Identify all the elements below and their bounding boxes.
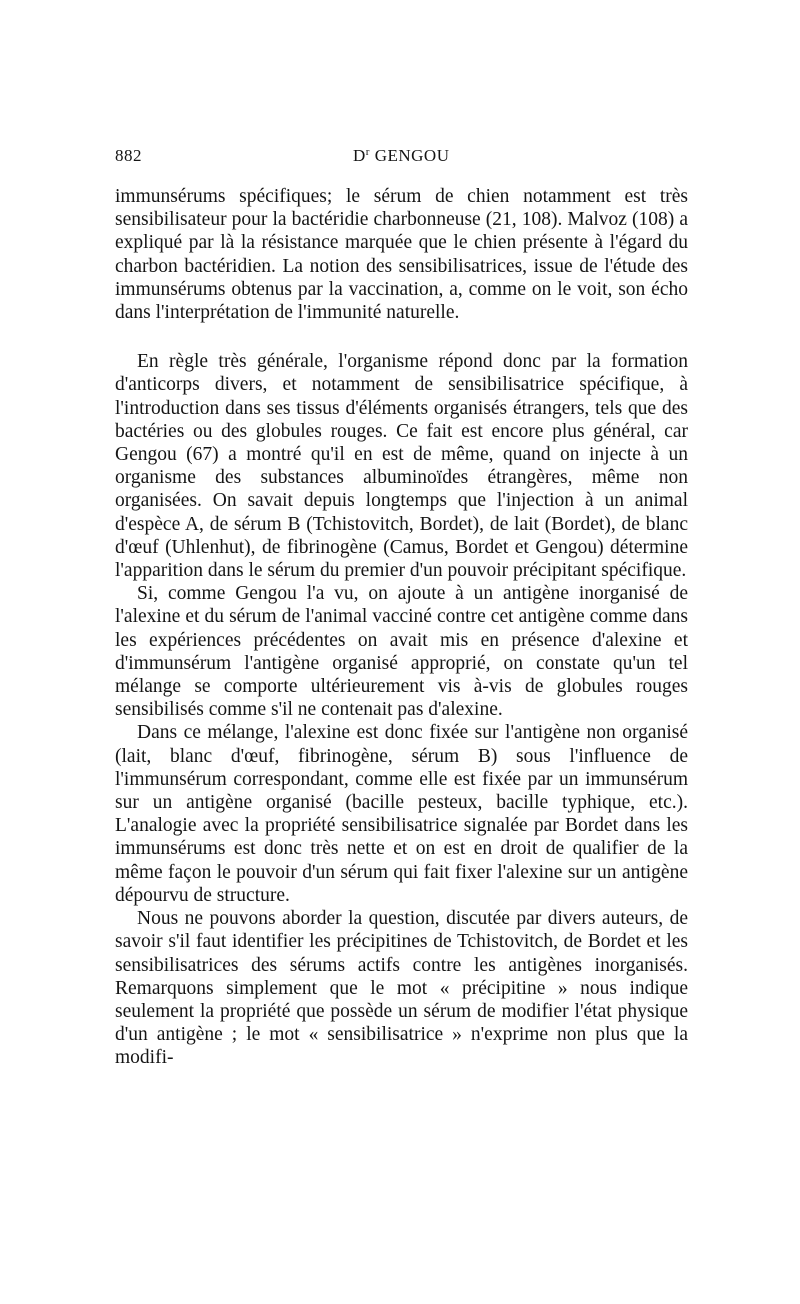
paragraph-4: Dans ce mélange, l'alexine est donc fixée sur l'antigène non organisé (lait, blanc d'œuf, fibrinogène, sérum B) sous l'influence de l'immunsérum correspondant, comme elle est fixée par un immunsérum sur un antigène organisé (bacille pesteux, bacille typhique, etc.). L'analogie avec la propriété sensibilisatrice signalée par Bordet dans les immunsérums est donc très nette et on est en droit de qualifier de la même façon le pouvoir d'un sérum qui fait fixer l'alexine sur un antigène dépourvu de structure.: [115, 722, 688, 906]
running-head: [353, 146, 449, 166]
page-body: [115, 185, 688, 1070]
page-number: 882: [115, 146, 142, 165]
paragraph-1: immunsérums spécifiques; le sérum de chien notamment est très sensibilisateur pour la bactéridie charbonneuse (21, 108). Malvoz (108) a expliqué par là la résistance marquée que le chien présente à l'égard du charbon bactéridien. La notion des sensibilisatrices, issue de l'étude des immunsérums obtenus par la vaccination, a, comme on le voit, son écho dans l'interprétation de l'immunité naturelle.: [115, 186, 688, 324]
author-name: GENGOU: [374, 146, 450, 165]
paragraph-5: Nous ne pouvons aborder la question, discutée par divers auteurs, de savoir s'il faut identifier les précipitines de Tchistovitch, de Bordet et les sensibilisatrices des sérums actifs contre les antigènes inorganisés. Remarquons simplement que le mot « précipitine » nous indique seulement la propriété que possède un sérum de modifier l'état physique d'un antigène ; le mot « sensibilisatrice » n'exprime non plus que la modifi-: [115, 908, 688, 1069]
author-title-prefix-sup: r: [365, 146, 370, 158]
paragraph-2: En règle très générale, l'organisme répond donc par la formation d'anticorps divers, et notamment de sensibilisatrice spécifique, à l'introduction dans ses tissus d'éléments organisés étrangers, tels que des bactéries ou des globules rouges. Ce fait est encore plus général, car Gengou (67) a montré qu'il en est de même, quand on injecte à un organisme des substances albuminoïdes étrangères, même non organisées. On savait depuis longtemps que l'injection à un animal d'espèce A, de sérum B (Tchistovitch, Bordet), de lait (Bordet), de blanc d'œuf (Uhlenhut), de fibrinogène (Camus, Bordet et Gengou) détermine l'apparition dans le sérum du premier d'un pouvoir précipitant spécifique.: [115, 351, 688, 582]
page-header: [115, 146, 688, 168]
paragraph-gap: [115, 324, 688, 350]
author-title-prefix: D: [353, 146, 366, 165]
paragraph-3: Si, comme Gengou l'a vu, on ajoute à un antigène inorganisé de l'alexine et du sérum de l'animal vacciné contre cet antigène comme dans les expériences précédentes on avait mis en présence d'alexine et d'immunsérum l'antigène organisé approprié, on constate qu'un tel mélange se comporte ultérieurement vis à-vis de globules rouges sensibilisés comme s'il ne contenait pas d'alexine.: [115, 583, 688, 721]
